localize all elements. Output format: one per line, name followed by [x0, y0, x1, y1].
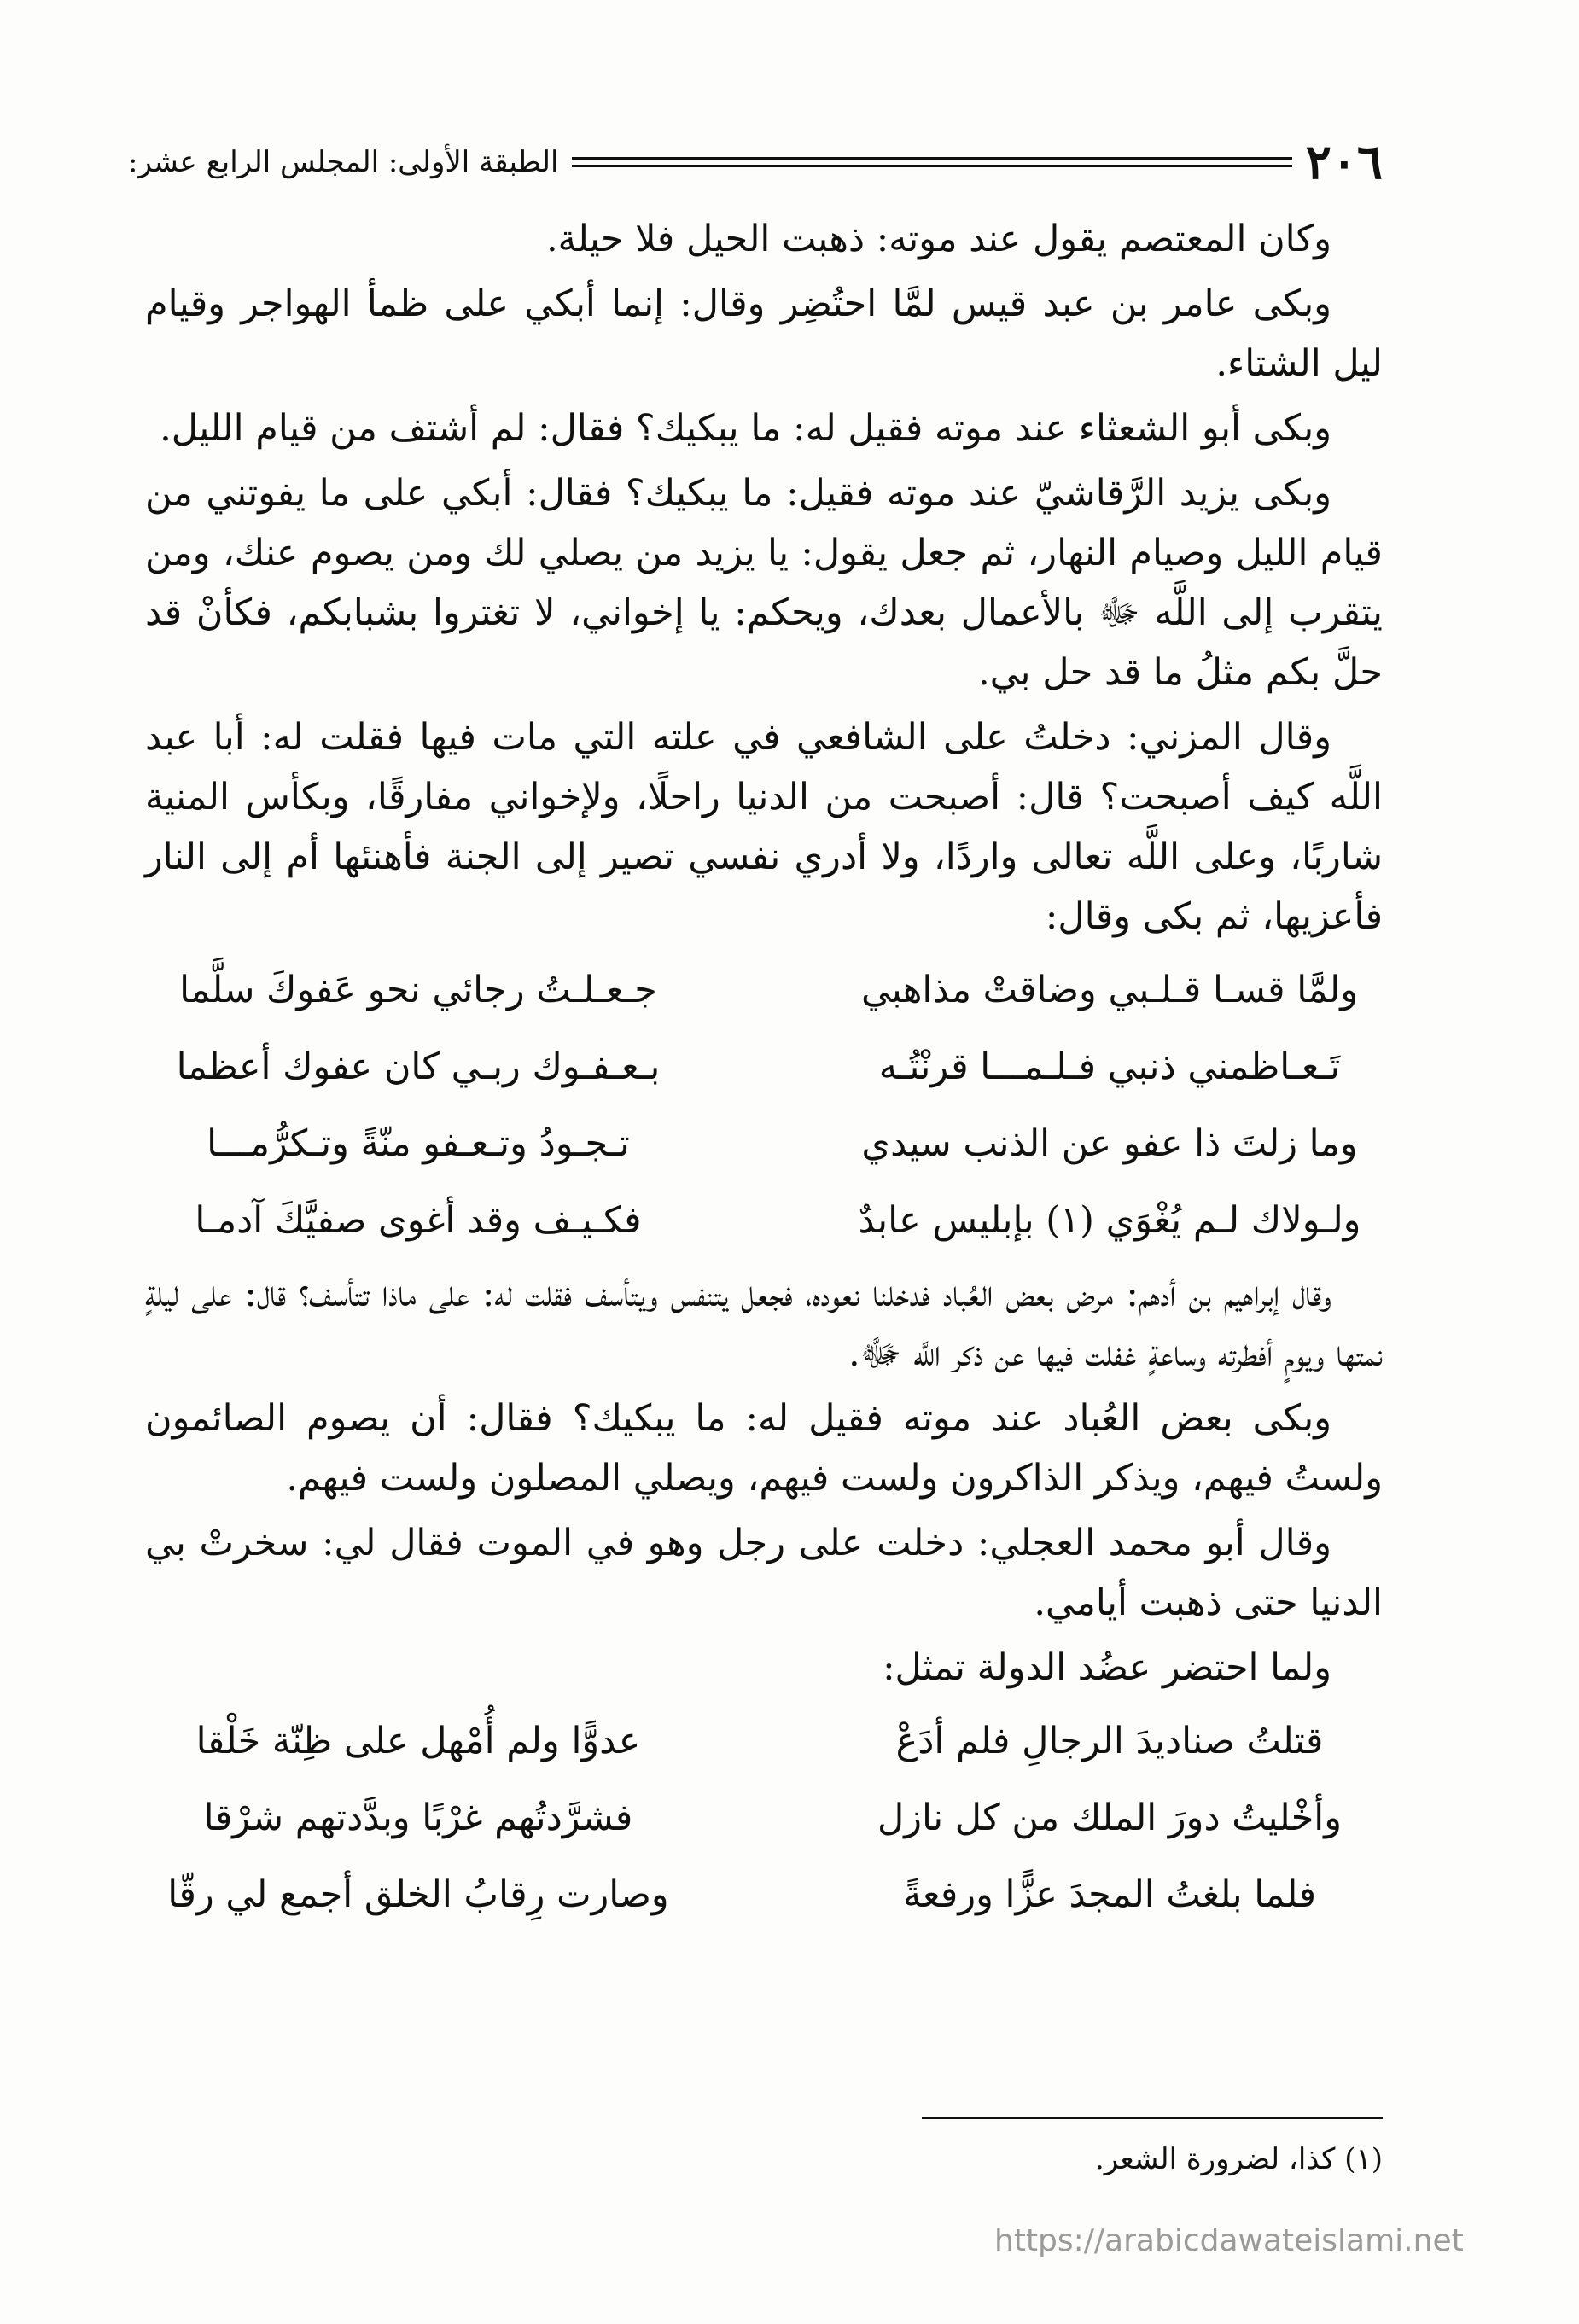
verse-first-hemistich: قتلتُ صناديدَ الرجالِ فلم أدَعْ	[895, 1720, 1324, 1762]
paragraph: وبكى عامر بن عبد قيس لمَّا احتُضِر وقال: إنما أبكي على ظمأ الهواجر وقيام ليل الشتاء.	[145, 282, 1383, 385]
verse-second-hemistich: بـعـفـوك ربـي كان عفوك أعظما	[176, 1046, 661, 1088]
verse-first-hemistich: ولمَّا قسـا قـلـبي وضاقتْ مذاهبي	[860, 969, 1359, 1011]
page-header	[128, 128, 1383, 196]
verse-line	[145, 1028, 1383, 1105]
paragraph: وقال إبراهيم بن أدهم: مرض بعض العُباد فدخلنا نعوده، فجعل يتنفس ويتأسف فقلت له: على ماذا تتأسف؟ قال: على ليلةٍ نمتها ويومٍ أفطرته وساعةٍ غفلت فيها عن ذكر اللَّه ﷻ.	[145, 1273, 1383, 1375]
paragraph: وبكى بعض العُباد عند موته فقيل له: ما يبكيك؟ فقال: أن يصوم الصائمون ولستُ فيهم، ويذكر الذاكرون ولست فيهم، ويصلي المصلون ولست فيهم.	[145, 1397, 1383, 1500]
main-text	[145, 209, 1383, 1938]
page-number: ٢٠٦	[1305, 134, 1383, 190]
verse-first-hemistich: فلما بلغتُ المجدَ عزًّا ورفعةً	[902, 1873, 1317, 1916]
paragraph: ولما احتضر عضُد الدولة تمثل:	[883, 1646, 1331, 1689]
verse-line	[145, 952, 1383, 1028]
verse-first-hemistich: تَـعـاظمني ذنبي فـلـمـــا قرنْتُـه	[878, 1046, 1341, 1088]
watermark-url: https://arabicdawateislami.net	[994, 2223, 1464, 2258]
paragraph: وبكى أبو الشعثاء عند موته فقيل له: ما يبكيك؟ فقال: لم أشتف من قيام الليل.	[160, 407, 1331, 450]
verse-second-hemistich: جـعـلـتُ رجائي نحو عَفوكَ سلَّما	[179, 969, 657, 1011]
verse-second-hemistich: عدوًّا ولم أُمْهل على ظِنّة خَلْقا	[195, 1720, 641, 1762]
paragraph: وبكى يزيد الرَّقاشيّ عند موته فقيل: ما يبكيك؟ فقال: أبكي على ما يفوتني من قيام الليل وصيام النهار، ثم جعل يقول: يا يزيد من يصلي لك ومن يصوم عنك، ومن يتقرب إلى اللَّه ﷻ بالأعمال بعدك، ويحكم: يا إخواني، لا تغتروا بشبابكم، فكأنْ قد حلَّ بكم مثلُ ما قد حل بي.	[145, 472, 1383, 694]
paragraph: وقال أبو محمد العجلي: دخلت على رجل وهو في الموت فقال لي: سخرتْ بي الدنيا حتى ذهبت أيامي.	[145, 1522, 1383, 1624]
header-rule	[572, 157, 1291, 167]
verse-line	[145, 1182, 1383, 1259]
paragraph: وقال المزني: دخلتُ على الشافعي في علته التي مات فيها فقلت له: أبا عبد اللَّه كيف أصبحت؟ قال: أصبحت من الدنيا راحلًا، ولإخواني مفارقًا، وبكأس المنية شاربًا، وعلى اللَّه تعالى واردًا، ولا أدري نفسي تصير إلى الجنة فأهنئها أم إلى النار فأعزيها، ثم بكى وقال:	[145, 716, 1383, 938]
poem-block-2	[145, 1703, 1383, 1933]
verse-second-hemistich: فشرَّدتُهم غرْبًا وبدَّدتهم شرْقا	[203, 1797, 633, 1839]
footnote: (١) كذا، لضرورة الشعر.	[1094, 2142, 1383, 2176]
verse-line	[145, 1105, 1383, 1182]
verse-second-hemistich: وصارت رِقابُ الخلق أجمع لي رقّا	[167, 1873, 669, 1916]
footnote-separator	[922, 2117, 1383, 2119]
verse-line	[145, 1779, 1383, 1856]
verse-first-hemistich: وأخْليتُ دورَ الملك من كل نازل	[877, 1797, 1342, 1839]
poem-block-1	[145, 952, 1383, 1259]
verse-line	[145, 1856, 1383, 1933]
running-title: الطبقة الأولى: المجلس الرابع عشر:	[128, 145, 559, 179]
verse-first-hemistich: ولـولاك لـم يُغْوَي (١) بإبليس عابدٌ	[858, 1199, 1361, 1242]
verse-first-hemistich: وما زلتَ ذا عفو عن الذنب سيدي	[861, 1122, 1358, 1165]
verse-second-hemistich: تـجـودُ وتـعـفو منّةً وتـكرُّمـــا	[207, 1122, 630, 1165]
paragraph: وكان المعتصم يقول عند موته: ذهبت الحيل فلا حيلة.	[545, 218, 1331, 260]
verse-second-hemistich: فكـيـف وقد أغوى صفيَّكَ آدمـا	[195, 1199, 642, 1242]
verse-line	[145, 1703, 1383, 1779]
